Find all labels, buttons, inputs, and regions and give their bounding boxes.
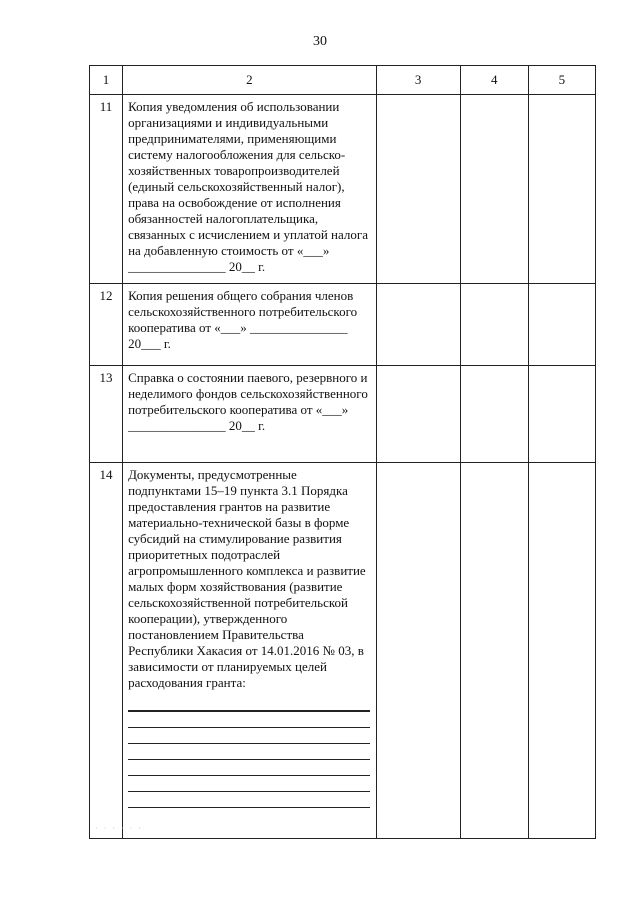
table-row (90, 95, 596, 284)
documents-table (89, 65, 596, 839)
row-number: 13 (90, 366, 123, 463)
empty-cell-col5 (528, 95, 595, 284)
header-cell-5: 5 (528, 66, 595, 95)
empty-cell-col4 (460, 95, 528, 284)
empty-cell-col4 (460, 366, 528, 463)
empty-cell-col5 (528, 284, 595, 366)
empty-cell-col3 (376, 366, 460, 463)
empty-cell-col4 (460, 463, 528, 839)
fill-in-line (128, 728, 370, 744)
empty-cell-col5 (528, 366, 595, 463)
page-number: 30 (313, 34, 327, 49)
row-number: 11 (90, 95, 123, 284)
empty-cell-col3 (376, 95, 460, 284)
document-description: Копия решения общего собрания членов сельскохозяйственного потребительского кооператива от «___» _______________ 20___ г. (123, 284, 377, 366)
fill-in-line (128, 744, 370, 760)
header-cell-4: 4 (460, 66, 528, 95)
document-description: Копия уведомления об использовании организациями и индивидуальными предпринимателями, применяющими систему налогообложения для сельско-хозяйственных товаропроизводителей (единый сельскохозяйственный налог), права на освобождение от исполнения обязанностей налогоплательщика, связанных с исчислением и уплатой налога на добавленную стоимость от «___» _______________ 20__ г. (123, 95, 377, 284)
document-description: Документы, предусмотренные подпунктами 15–19 пункта 3.1 Порядка предоставления грантов на развитие материально-технической базы в форме субсидий на стимулирование развития приоритетных подотраслей агропромышленного комплекса и развитие малых форм хозяйствования (развитие сельскохозяйственной потребительской кооперации), утвержденного постановлением Правительства Республики Хакасия от 14.01.2016 № 03, в зависимости от планируемых целей расходования гранта: (128, 467, 366, 690)
empty-cell-col5 (528, 463, 595, 839)
header-cell-1: 1 (90, 66, 123, 95)
scan-artifact: · · · · · · (95, 824, 143, 833)
header-cell-2: 2 (123, 66, 377, 95)
fill-in-line (128, 776, 370, 792)
fill-in-line (128, 792, 370, 808)
document-description: Справка о состоянии паевого, резервного и неделимого фондов сельскохозяйственного потребительского кооператива от «___» _______________ 20__ г. (123, 366, 377, 463)
empty-cell-col4 (460, 284, 528, 366)
empty-cell-col3 (376, 284, 460, 366)
header-cell-3: 3 (376, 66, 460, 95)
table-row (90, 284, 596, 366)
row-number: 12 (90, 284, 123, 366)
fill-in-line (128, 760, 370, 776)
table-row (90, 463, 596, 839)
fill-in-line (128, 712, 370, 728)
table-row (90, 366, 596, 463)
document-description-cell (123, 463, 377, 839)
fill-in-lines (128, 695, 372, 808)
table-header-row (90, 66, 596, 95)
row-number: 14 (90, 463, 123, 839)
fill-in-line (128, 695, 370, 712)
empty-cell-col3 (376, 463, 460, 839)
